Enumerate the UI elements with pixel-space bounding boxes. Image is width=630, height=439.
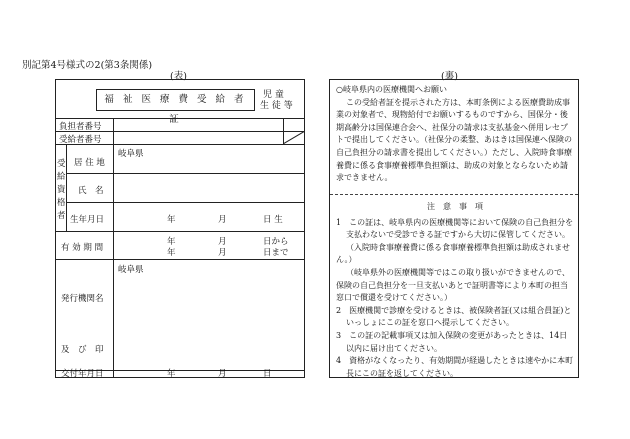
valid-to-year: 年 [167, 248, 176, 258]
front-card [55, 79, 305, 378]
issuer-label: 発行機関名 [61, 294, 104, 304]
note-2: 2 医療機関で診療を受けるときは、被保険者証(又は組合員証)といっしょにこの証を窓口へ提示してください。 [336, 305, 572, 328]
address-label: 居 住 地 [74, 158, 105, 168]
card-title: 福 祉 医 療 費 受 給 者 証 [96, 89, 255, 111]
back-card [329, 79, 579, 378]
valid-from-year: 年 [167, 237, 176, 247]
birth-year: 年 [167, 215, 176, 225]
birth-day: 日 生 [263, 215, 283, 225]
notes-title: 注 意 事 項 [427, 202, 483, 211]
note-1-sub-b: （岐阜県外の医療機関等ではこの取り扱いができませんので、保険の自己負担分を一旦支払いあとで証明書等により本町の担当窓口で償還を受けてください。） [336, 267, 570, 303]
category-line1: 児 童 [263, 90, 284, 100]
valid-period-label: 有 効 期 間 [61, 243, 104, 253]
issue-month: 月 [218, 369, 227, 379]
valid-from-month: 月 [218, 237, 227, 247]
issue-date-label: 交付年月日 [61, 369, 104, 379]
form-number: 別記第4号様式の2(第3条関係) [22, 60, 153, 71]
category-line2: 生 徒 等 [260, 101, 293, 111]
back-side-label: (裏) [441, 71, 458, 82]
issue-year: 年 [167, 369, 176, 379]
name-label: 氏 名 [78, 186, 104, 196]
valid-from-day: 日から [263, 237, 289, 247]
front-side-label: (表) [170, 71, 187, 82]
valid-to-day: 日まで [263, 248, 289, 258]
address-value: 岐阜県 [118, 149, 144, 159]
payer-no-label: 負担者番号 [59, 122, 102, 132]
recipient-qualification-label: 受 給 資 格 者 [57, 159, 66, 221]
notice-body: この受給者証を提示された方は、本町条例による医療費助成事業の対象者で、現物給付でお願いするものですから、国保分・後期高齢分は国保連合会へ、社保分の請求は支払基金へ併用レセプトで提出してください。（社保分の柔整、あはきは国保連へ保険の自己負担分の請求書を提出してください。）ただし、入院時食事療養費に係る食事療養標準負担額は、助成の対象とならないため請求できません。 [336, 97, 572, 183]
birth-month: 月 [218, 215, 227, 225]
seal-label: 及 び 印 [61, 345, 104, 355]
recipient-no-label: 受給者番号 [59, 135, 102, 145]
birth-label: 生年月日 [70, 215, 105, 225]
valid-to-month: 月 [218, 248, 227, 258]
note-4: 4 資格がなくなったり、有効期間が経過したときは速やかに本町長にこの証を返してください。 [336, 356, 574, 378]
notice-heading: ○岐阜県内の医療機関へお願い [336, 85, 447, 94]
note-3: 3 この証の記載事項又は加入保険の変更があったときは、14日以内に届け出てください。 [336, 330, 568, 353]
issuer-value: 岐阜県 [118, 265, 144, 275]
divider [330, 194, 578, 195]
note-1-sub-a: （入院時食事療養費に係る食事療養標準負担額は助成されません。） [336, 242, 570, 265]
issue-day: 日 [263, 369, 272, 379]
note-1: 1 この証は、岐阜県内の医療機関等において保険の自己負担分を支払わないで受診できる証ですから大切に保管してください。 [336, 217, 574, 240]
